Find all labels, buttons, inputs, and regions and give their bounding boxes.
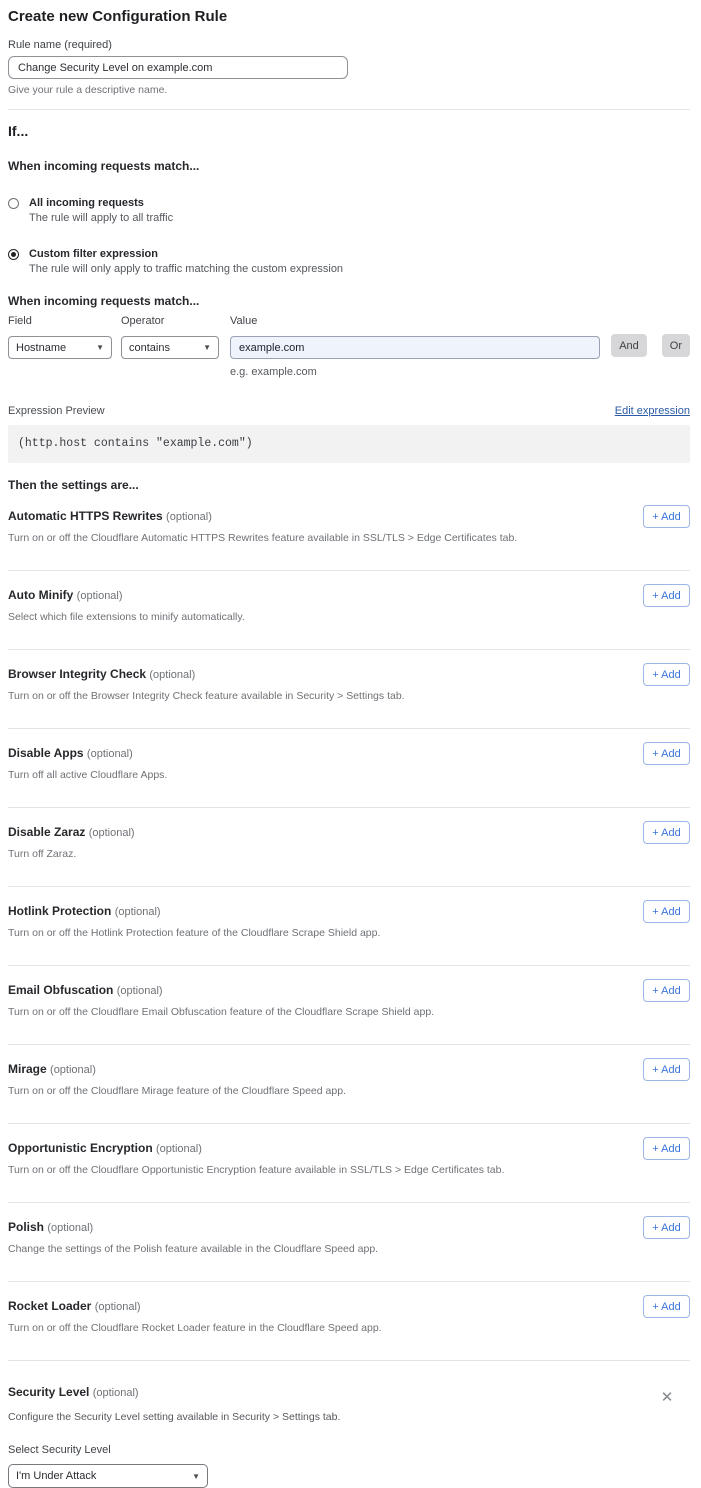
security-level-description: Configure the Security Level setting available in Security > Settings tab. [8, 1411, 341, 1423]
optional-tag: (optional) [114, 906, 161, 918]
setting-description: Turn on or off the Browser Integrity Check feature available in Security > Settings tab. [8, 690, 405, 702]
add-button[interactable]: + Add [643, 1216, 690, 1239]
optional-tag: (optional) [86, 748, 133, 760]
optional-tag: (optional) [88, 827, 135, 839]
rule-name-input[interactable] [8, 56, 348, 79]
setting-description: Turn on or off the Cloudflare Mirage feature of the Cloudflare Speed app. [8, 1085, 346, 1097]
optional-tag: (optional) [94, 1301, 141, 1313]
radio-custom-filter-expression[interactable] [8, 248, 690, 275]
builder-heading: When incoming requests match... [8, 294, 200, 308]
setting-name: Polish [8, 1220, 45, 1234]
radio-label: All incoming requests [29, 197, 144, 209]
add-button[interactable]: + Add [643, 663, 690, 686]
select-security-level-label: Select Security Level [8, 1444, 111, 1456]
setting-name: Mirage [8, 1062, 47, 1076]
rule-name-help: Give your rule a descriptive name. [8, 84, 168, 96]
field-select[interactable] [8, 336, 112, 359]
setting-description: Turn on or off the Cloudflare Opportunistic Encryption feature available in SSL/TLS > Edge Certificates tab. [8, 1164, 505, 1176]
setting-row-email-obfuscation [8, 966, 690, 1045]
setting-row-hotlink-protection [8, 887, 690, 966]
edit-expression-link[interactable]: Edit expression [614, 405, 690, 417]
then-settings-heading: Then the settings are... [8, 478, 139, 492]
add-button[interactable]: + Add [643, 1295, 690, 1318]
setting-description: Turn on or off the Cloudflare Email Obfuscation feature of the Cloudflare Scrape Shield app. [8, 1006, 435, 1018]
setting-name: Browser Integrity Check [8, 667, 147, 681]
setting-row-disable-zaraz [8, 808, 690, 887]
setting-name: Disable Apps [8, 746, 84, 760]
setting-name: Opportunistic Encryption [8, 1141, 153, 1155]
chevron-down-icon: ▼ [192, 1471, 200, 1481]
expression-builder [8, 294, 690, 378]
setting-description: Select which file extensions to minify automatically. [8, 611, 245, 623]
optional-tag: (optional) [50, 1064, 96, 1076]
value-hint: e.g. example.com [230, 366, 317, 378]
radio-description: The rule will apply to all traffic [29, 212, 174, 224]
chevron-down-icon: ▼ [96, 343, 104, 352]
setting-row-polish [8, 1203, 690, 1282]
add-button[interactable]: + Add [643, 742, 690, 765]
expression-preview-code: (http.host contains "example.com") [8, 425, 690, 463]
setting-name: Security Level [8, 1385, 90, 1399]
setting-row-mirage [8, 1045, 690, 1124]
setting-name: Disable Zaraz [8, 825, 86, 839]
setting-row-disable-apps [8, 729, 690, 808]
if-heading: If... [8, 123, 29, 139]
field-label: Field [8, 315, 32, 327]
operator-select-value: contains [129, 341, 170, 354]
chevron-down-icon: ▼ [203, 343, 211, 352]
setting-row-automatic-https-rewrites [8, 492, 690, 571]
setting-row-opportunistic-encryption [8, 1124, 690, 1203]
operator-select[interactable] [121, 336, 219, 359]
setting-name: Rocket Loader [8, 1299, 92, 1313]
radio-unselected-icon[interactable] [8, 198, 19, 209]
setting-description: Change the settings of the Polish feature available in the Cloudflare Speed app. [8, 1243, 379, 1255]
rule-name-label: Rule name (required) [8, 39, 112, 51]
page-title: Create new Configuration Rule [8, 8, 228, 25]
setting-description: Turn on or off the Hotlink Protection feature of the Cloudflare Scrape Shield app. [8, 927, 381, 939]
setting-name: Automatic HTTPS Rewrites [8, 509, 163, 523]
optional-tag: (optional) [47, 1222, 94, 1234]
add-button[interactable]: + Add [643, 1058, 690, 1081]
and-button[interactable]: And [611, 334, 647, 357]
optional-tag: (optional) [76, 590, 123, 602]
or-button[interactable]: Or [662, 334, 690, 357]
add-button[interactable]: + Add [643, 900, 690, 923]
add-button[interactable]: + Add [643, 979, 690, 1002]
optional-tag: (optional) [149, 669, 196, 681]
setting-name: Auto Minify [8, 588, 74, 602]
optional-tag: (optional) [156, 1143, 202, 1155]
field-select-value: Hostname [16, 341, 67, 354]
setting-description: Turn off all active Cloudflare Apps. [8, 769, 168, 781]
rule-name-section [8, 39, 690, 96]
security-level-select[interactable] [8, 1464, 208, 1488]
radio-all-incoming-requests[interactable] [8, 197, 690, 224]
value-input[interactable] [230, 336, 600, 359]
add-button[interactable]: + Add [643, 821, 690, 844]
close-icon[interactable]: ✕ [660, 1389, 674, 1406]
operator-label: Operator [121, 315, 165, 327]
radio-selected-icon[interactable] [8, 249, 19, 260]
add-button[interactable]: + Add [643, 584, 690, 607]
setting-row-auto-minify [8, 571, 690, 650]
setting-name: Hotlink Protection [8, 904, 112, 918]
add-button[interactable]: + Add [643, 1137, 690, 1160]
setting-description: Turn on or off the Cloudflare Automatic HTTPS Rewrites feature available in SSL/TLS > Edge Certificates tab. [8, 532, 518, 544]
security-level-select-value: I'm Under Attack [16, 1470, 97, 1482]
add-button[interactable]: + Add [643, 505, 690, 528]
setting-description: Turn off Zaraz. [8, 848, 77, 860]
radio-description: The rule will only apply to traffic matching the custom expression [29, 263, 344, 275]
section-divider [8, 109, 690, 110]
setting-row-browser-integrity-check [8, 650, 690, 729]
setting-row-security-level-expanded [8, 1361, 690, 1488]
radio-label: Custom filter expression [29, 248, 158, 260]
optional-tag: (optional) [166, 511, 212, 523]
incoming-requests-match-heading: When incoming requests match... [8, 159, 200, 173]
setting-row-rocket-loader [8, 1282, 690, 1361]
value-label: Value [230, 315, 258, 327]
setting-description: Turn on or off the Cloudflare Rocket Loader feature in the Cloudflare Speed app. [8, 1322, 382, 1334]
expression-preview-label: Expression Preview [8, 405, 105, 417]
setting-name: Email Obfuscation [8, 983, 114, 997]
optional-tag: (optional) [116, 985, 163, 997]
optional-tag: (optional) [92, 1387, 139, 1399]
